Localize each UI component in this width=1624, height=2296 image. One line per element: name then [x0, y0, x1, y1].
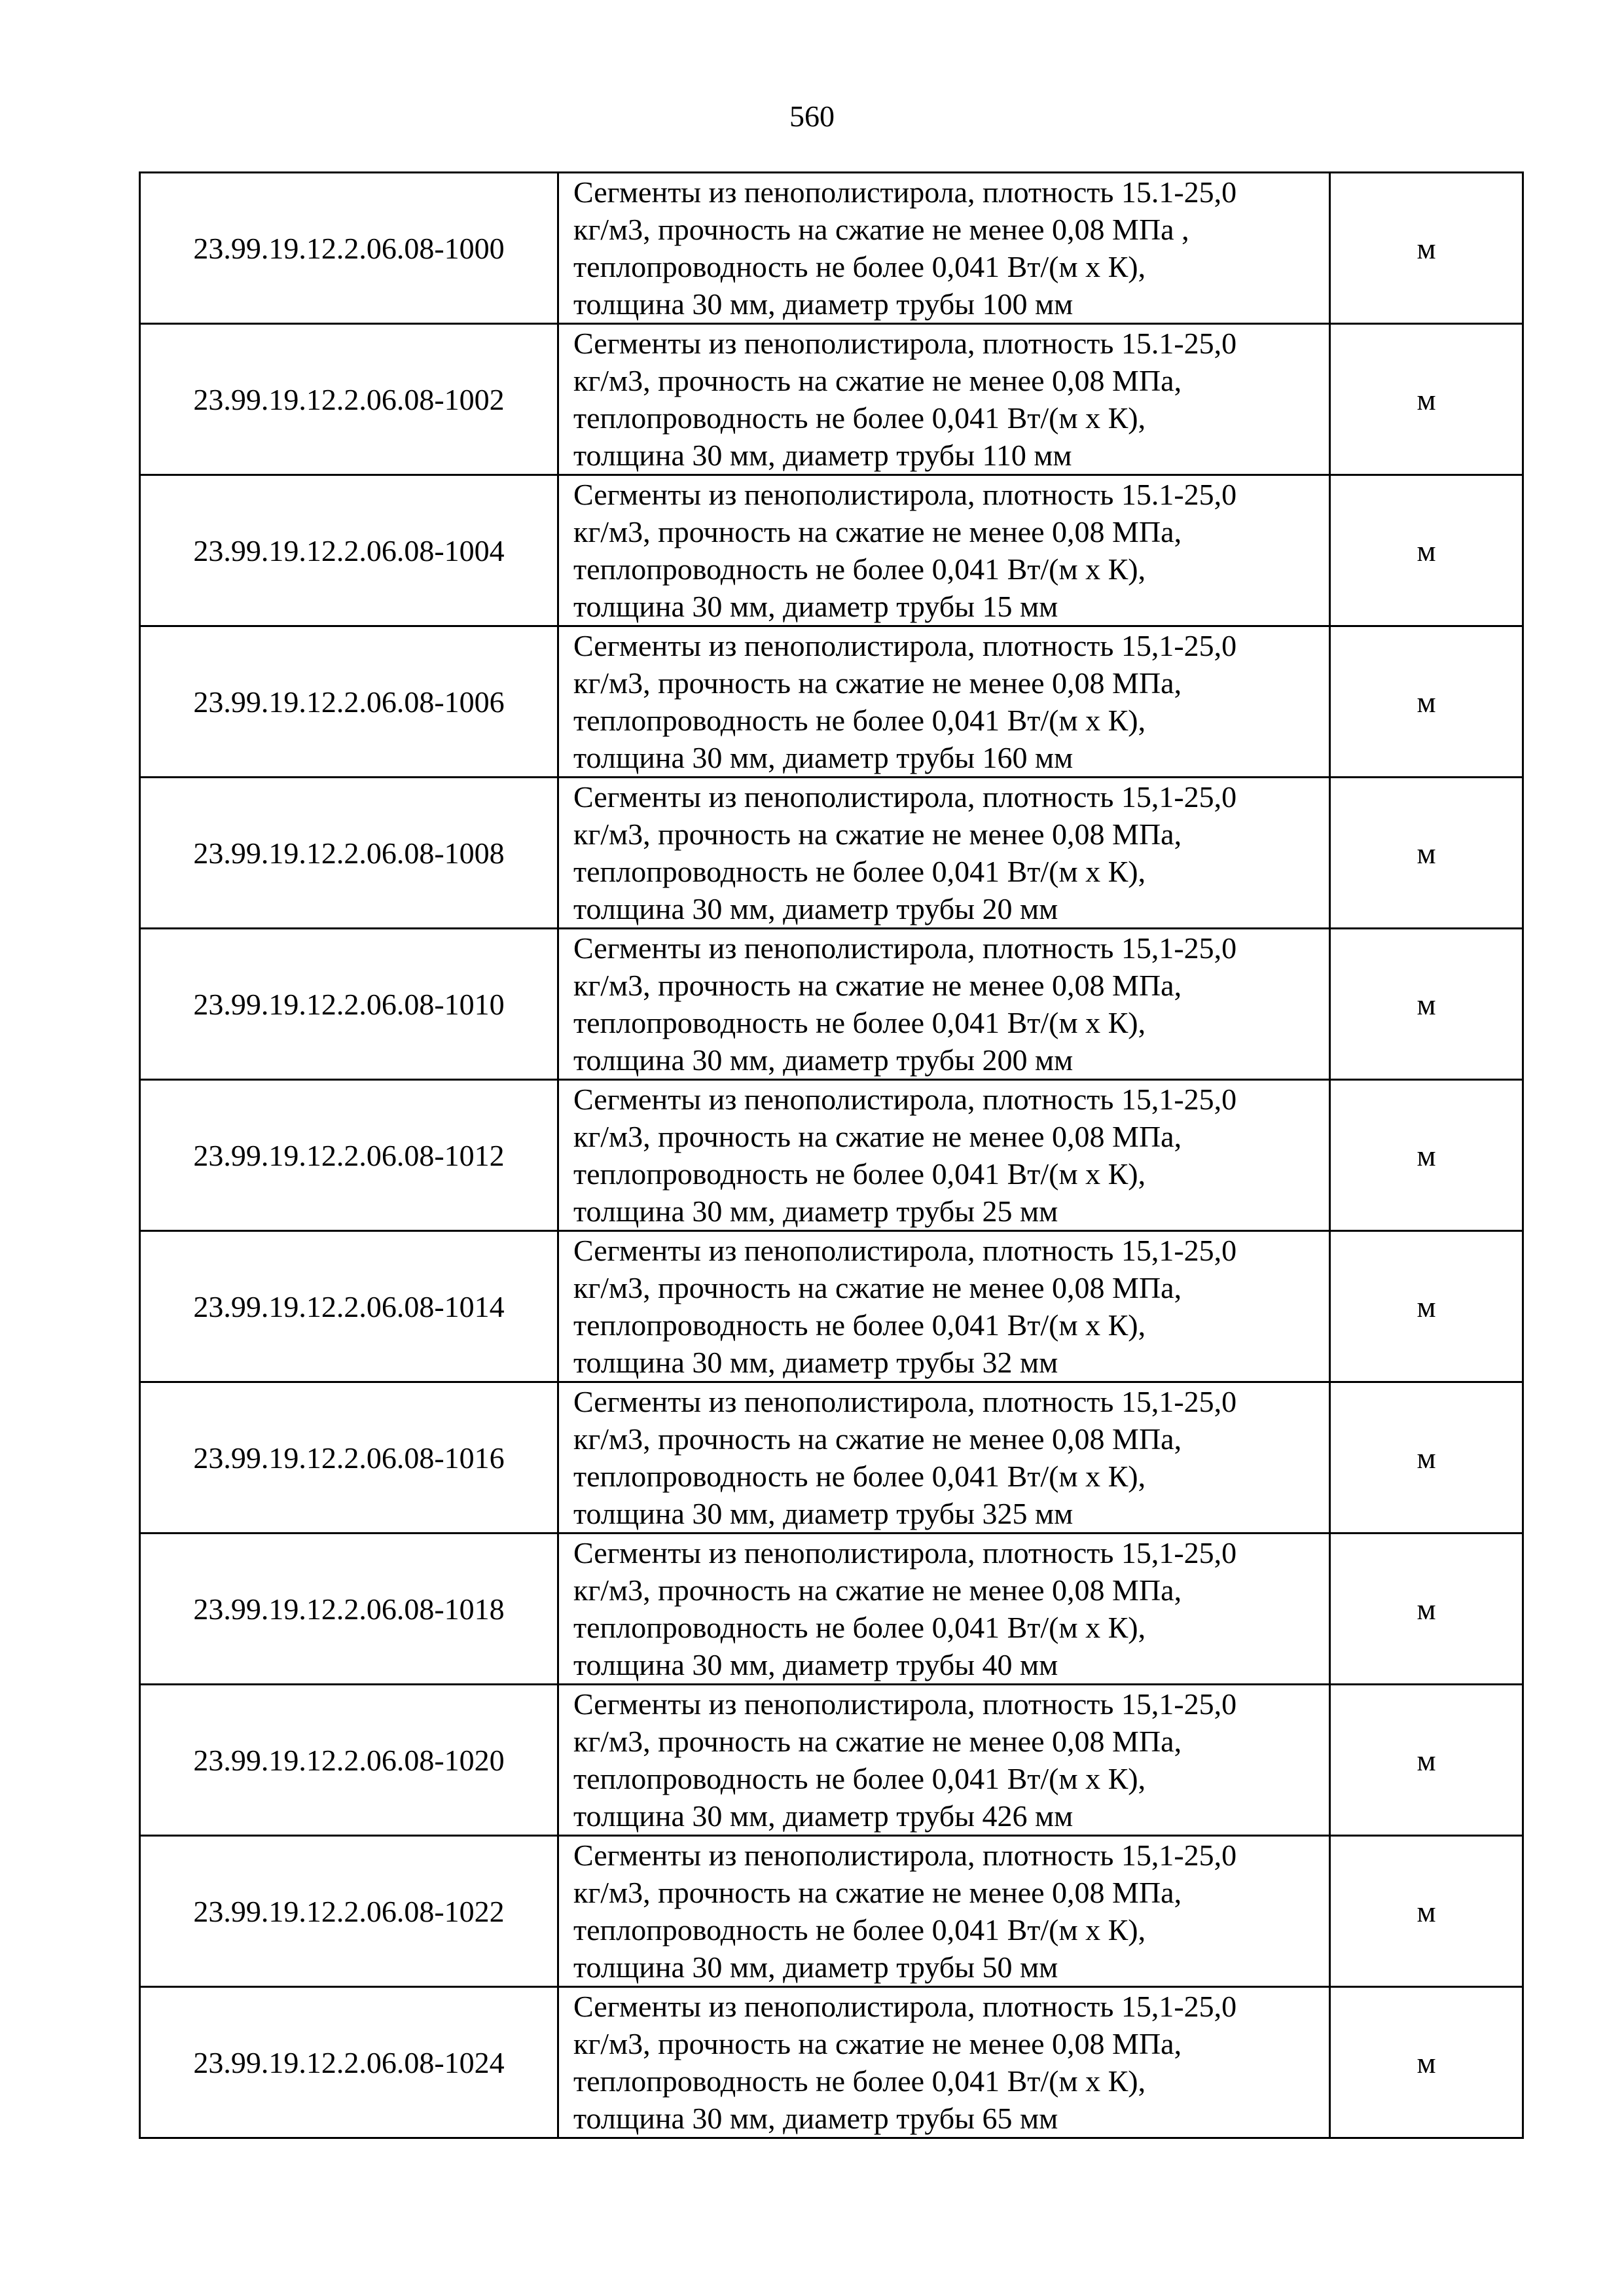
unit-of-measure: м	[1330, 778, 1523, 929]
material-description	[558, 1836, 1330, 1987]
description-line: Сегменты из пенополистирола, плотность 15.1-25,0	[573, 327, 1237, 360]
description-line: кг/м3, прочность на сжатие не менее 0,08 МПа ,	[573, 213, 1189, 246]
description-line: толщина 30 мм, диаметр трубы 100 мм	[573, 287, 1074, 321]
description-line: Сегменты из пенополистирола, плотность 15,1-25,0	[573, 1990, 1237, 2023]
unit-of-measure: м	[1330, 475, 1523, 626]
description-line: толщина 30 мм, диаметр трубы 32 мм	[573, 1346, 1058, 1379]
unit-of-measure: м	[1330, 626, 1523, 778]
material-code: 23.99.19.12.2.06.08-1010	[140, 929, 558, 1080]
material-description	[558, 475, 1330, 626]
table-row	[140, 1987, 1523, 2138]
description-line: Сегменты из пенополистирола, плотность 15,1-25,0	[573, 1234, 1237, 1267]
description-line: Сегменты из пенополистирола, плотность 15.1-25,0	[573, 175, 1237, 209]
table-row	[140, 626, 1523, 778]
table-body	[140, 173, 1523, 2138]
description-line: Сегменты из пенополистирола, плотность 15.1-25,0	[573, 478, 1237, 511]
description-line: теплопроводность не более 0,041 Вт/(м х К),	[573, 1006, 1146, 1039]
description-line: теплопроводность не более 0,041 Вт/(м х К),	[573, 855, 1146, 888]
description-line: Сегменты из пенополистирола, плотность 15,1-25,0	[573, 1839, 1237, 1872]
description-line: кг/м3, прочность на сжатие не менее 0,08 МПа,	[573, 2027, 1182, 2060]
unit-of-measure: м	[1330, 1080, 1523, 1231]
description-line: теплопроводность не более 0,041 Вт/(м х К),	[573, 1157, 1146, 1191]
material-code: 23.99.19.12.2.06.08-1024	[140, 1987, 558, 2138]
table-row	[140, 324, 1523, 475]
material-code: 23.99.19.12.2.06.08-1014	[140, 1231, 558, 1382]
description-line: теплопроводность не более 0,041 Вт/(м х К),	[573, 250, 1146, 283]
table-row	[140, 778, 1523, 929]
description-line: теплопроводность не более 0,041 Вт/(м х К),	[573, 1913, 1146, 1946]
table-row	[140, 1231, 1523, 1382]
description-line: толщина 30 мм, диаметр трубы 15 мм	[573, 590, 1058, 623]
description-line: теплопроводность не более 0,041 Вт/(м х К),	[573, 2064, 1146, 2098]
description-line: кг/м3, прочность на сжатие не менее 0,08 МПа,	[573, 666, 1182, 700]
material-code: 23.99.19.12.2.06.08-1000	[140, 173, 558, 324]
unit-of-measure: м	[1330, 173, 1523, 324]
description-line: толщина 30 мм, диаметр трубы 40 мм	[573, 1648, 1058, 1681]
description-line: кг/м3, прочность на сжатие не менее 0,08 МПа,	[573, 364, 1182, 397]
material-code: 23.99.19.12.2.06.08-1002	[140, 324, 558, 475]
description-line: теплопроводность не более 0,041 Вт/(м х К),	[573, 1611, 1146, 1644]
unit-of-measure: м	[1330, 1836, 1523, 1987]
description-line: толщина 30 мм, диаметр трубы 50 мм	[573, 1950, 1058, 1984]
description-line: толщина 30 мм, диаметр трубы 20 мм	[573, 892, 1058, 925]
description-line: кг/м3, прочность на сжатие не менее 0,08 МПа,	[573, 515, 1182, 548]
description-line: теплопроводность не более 0,041 Вт/(м х К),	[573, 552, 1146, 586]
description-line: Сегменты из пенополистирола, плотность 15,1-25,0	[573, 1687, 1237, 1721]
table-row	[140, 173, 1523, 324]
material-code: 23.99.19.12.2.06.08-1020	[140, 1685, 558, 1836]
unit-of-measure: м	[1330, 324, 1523, 475]
description-line: толщина 30 мм, диаметр трубы 25 мм	[573, 1194, 1058, 1228]
description-line: толщина 30 мм, диаметр трубы 160 мм	[573, 741, 1074, 774]
description-line: кг/м3, прочность на сжатие не менее 0,08 МПа,	[573, 1422, 1182, 1456]
description-line: Сегменты из пенополистирола, плотность 15,1-25,0	[573, 1385, 1237, 1418]
description-line: толщина 30 мм, диаметр трубы 65 мм	[573, 2102, 1058, 2135]
material-code: 23.99.19.12.2.06.08-1018	[140, 1534, 558, 1685]
description-line: теплопроводность не более 0,041 Вт/(м х К),	[573, 1308, 1146, 1342]
table-row	[140, 1836, 1523, 1987]
table-row	[140, 1382, 1523, 1534]
material-description	[558, 173, 1330, 324]
description-line: теплопроводность не более 0,041 Вт/(м х К),	[573, 401, 1146, 435]
material-code: 23.99.19.12.2.06.08-1022	[140, 1836, 558, 1987]
unit-of-measure: м	[1330, 929, 1523, 1080]
material-description	[558, 929, 1330, 1080]
material-description	[558, 1987, 1330, 2138]
table-row	[140, 1534, 1523, 1685]
material-code: 23.99.19.12.2.06.08-1006	[140, 626, 558, 778]
page-number: 560	[789, 99, 835, 133]
material-description	[558, 1231, 1330, 1382]
material-code: 23.99.19.12.2.06.08-1008	[140, 778, 558, 929]
description-line: толщина 30 мм, диаметр трубы 426 мм	[573, 1799, 1074, 1833]
material-description	[558, 324, 1330, 475]
description-line: Сегменты из пенополистирола, плотность 15,1-25,0	[573, 1536, 1237, 1570]
unit-of-measure: м	[1330, 1987, 1523, 2138]
description-line: теплопроводность не более 0,041 Вт/(м х К),	[573, 1762, 1146, 1795]
unit-of-measure: м	[1330, 1382, 1523, 1534]
description-line: кг/м3, прочность на сжатие не менее 0,08 МПа,	[573, 1120, 1182, 1153]
description-line: толщина 30 мм, диаметр трубы 325 мм	[573, 1497, 1074, 1530]
material-description	[558, 778, 1330, 929]
description-line: толщина 30 мм, диаметр трубы 110 мм	[573, 439, 1072, 472]
description-line: кг/м3, прочность на сжатие не менее 0,08 МПа,	[573, 1725, 1182, 1758]
unit-of-measure: м	[1330, 1534, 1523, 1685]
table-row	[140, 929, 1523, 1080]
material-description	[558, 626, 1330, 778]
table-row	[140, 475, 1523, 626]
material-description	[558, 1080, 1330, 1231]
material-description	[558, 1685, 1330, 1836]
description-line: кг/м3, прочность на сжатие не менее 0,08 МПа,	[573, 1876, 1182, 1909]
description-line: Сегменты из пенополистирола, плотность 15,1-25,0	[573, 1083, 1237, 1116]
material-code: 23.99.19.12.2.06.08-1012	[140, 1080, 558, 1231]
material-code: 23.99.19.12.2.06.08-1004	[140, 475, 558, 626]
description-line: толщина 30 мм, диаметр трубы 200 мм	[573, 1043, 1074, 1077]
description-line: кг/м3, прочность на сжатие не менее 0,08 МПа,	[573, 1271, 1182, 1304]
table-row	[140, 1685, 1523, 1836]
description-line: теплопроводность не более 0,041 Вт/(м х К),	[573, 704, 1146, 737]
description-line: теплопроводность не более 0,041 Вт/(м х К),	[573, 1460, 1146, 1493]
description-line: Сегменты из пенополистирола, плотность 15,1-25,0	[573, 931, 1237, 965]
unit-of-measure: м	[1330, 1685, 1523, 1836]
material-description	[558, 1382, 1330, 1534]
table-row	[140, 1080, 1523, 1231]
description-line: кг/м3, прочность на сжатие не менее 0,08 МПа,	[573, 1573, 1182, 1607]
description-line: Сегменты из пенополистирола, плотность 15,1-25,0	[573, 629, 1237, 662]
description-line: кг/м3, прочность на сжатие не менее 0,08 МПа,	[573, 817, 1182, 851]
material-code: 23.99.19.12.2.06.08-1016	[140, 1382, 558, 1534]
description-line: Сегменты из пенополистирола, плотность 15,1-25,0	[573, 780, 1237, 814]
material-description	[558, 1534, 1330, 1685]
materials-table	[139, 171, 1524, 2139]
unit-of-measure: м	[1330, 1231, 1523, 1382]
description-line: кг/м3, прочность на сжатие не менее 0,08 МПа,	[573, 969, 1182, 1002]
